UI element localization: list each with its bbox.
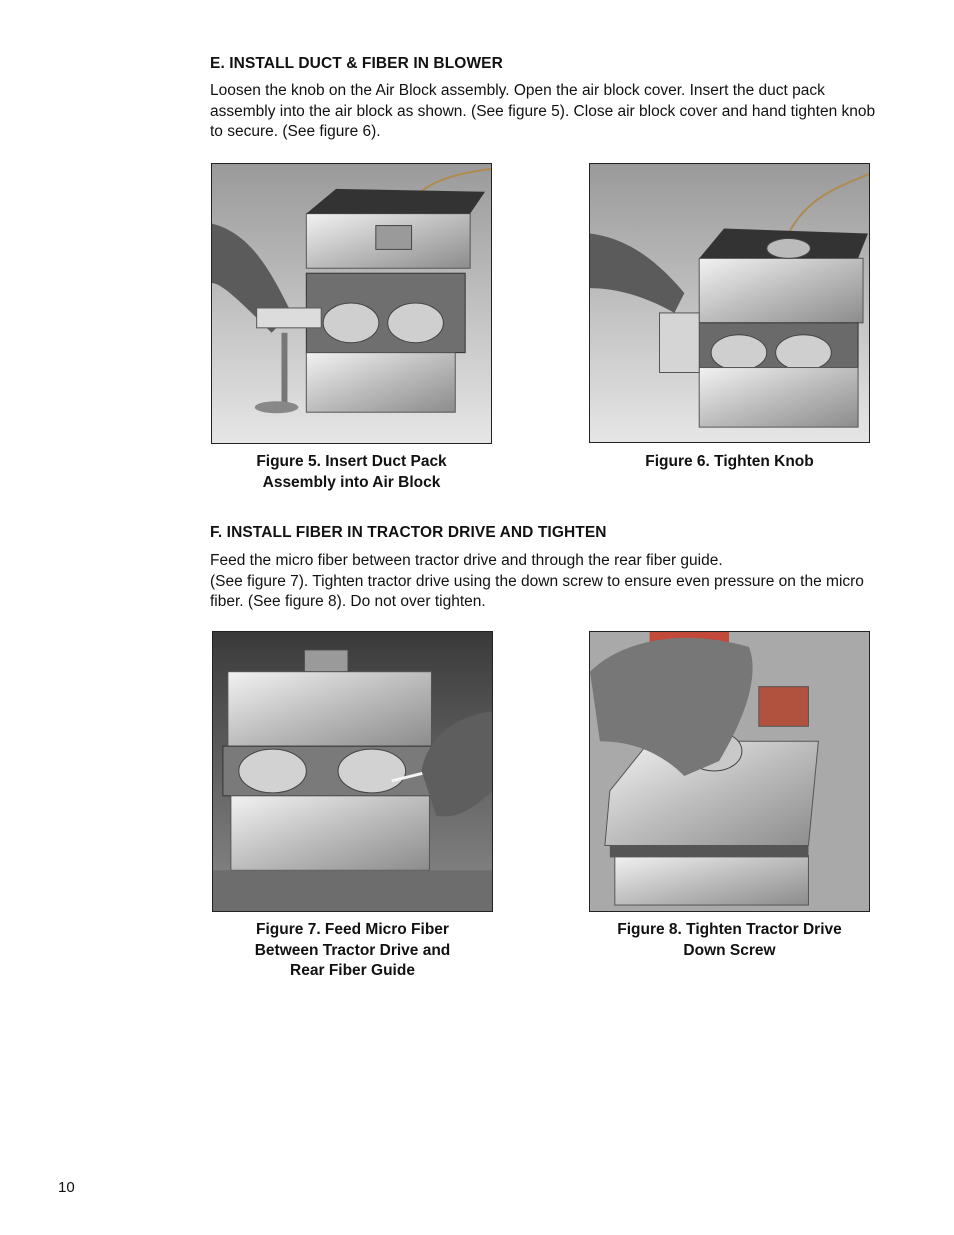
figure-5-photo [211,163,492,444]
figure-8-photo [589,631,870,912]
figure-8-caption: Figure 8. Tighten Tractor Drive Down Screw [617,921,842,959]
figure-6-photo [589,163,870,443]
page-number: 10 [58,1179,75,1196]
figure-5-caption: Figure 5. Insert Duct Pack Assembly into Air Block [256,453,447,491]
section-e-heading: E. INSTALL DUCT & FIBER IN BLOWER [210,55,503,72]
figure-6-caption: Figure 6. Tighten Knob [645,453,814,470]
section-e-body: Loosen the knob on the Air Block assembly. Open the air block cover. Insert the duct pack assembly into the air block as shown. (See figure 5). Close air block cover and hand tighten knob to secure. (See figure 6). [210,82,876,140]
figure-7-photo [212,631,493,912]
section-f-heading: F. INSTALL FIBER IN TRACTOR DRIVE AND TIGHTEN [210,524,607,541]
figure-7-caption: Figure 7. Feed Micro Fiber Between Tractor Drive and Rear Fiber Guide [254,921,451,979]
section-f-body: Feed the micro fiber between tractor drive and through the rear fiber guide. (See figure 7). Tighten tractor drive using the down screw to ensure even pressure on the micro fiber. (See figure 8). Do not over tighten. [210,552,864,610]
